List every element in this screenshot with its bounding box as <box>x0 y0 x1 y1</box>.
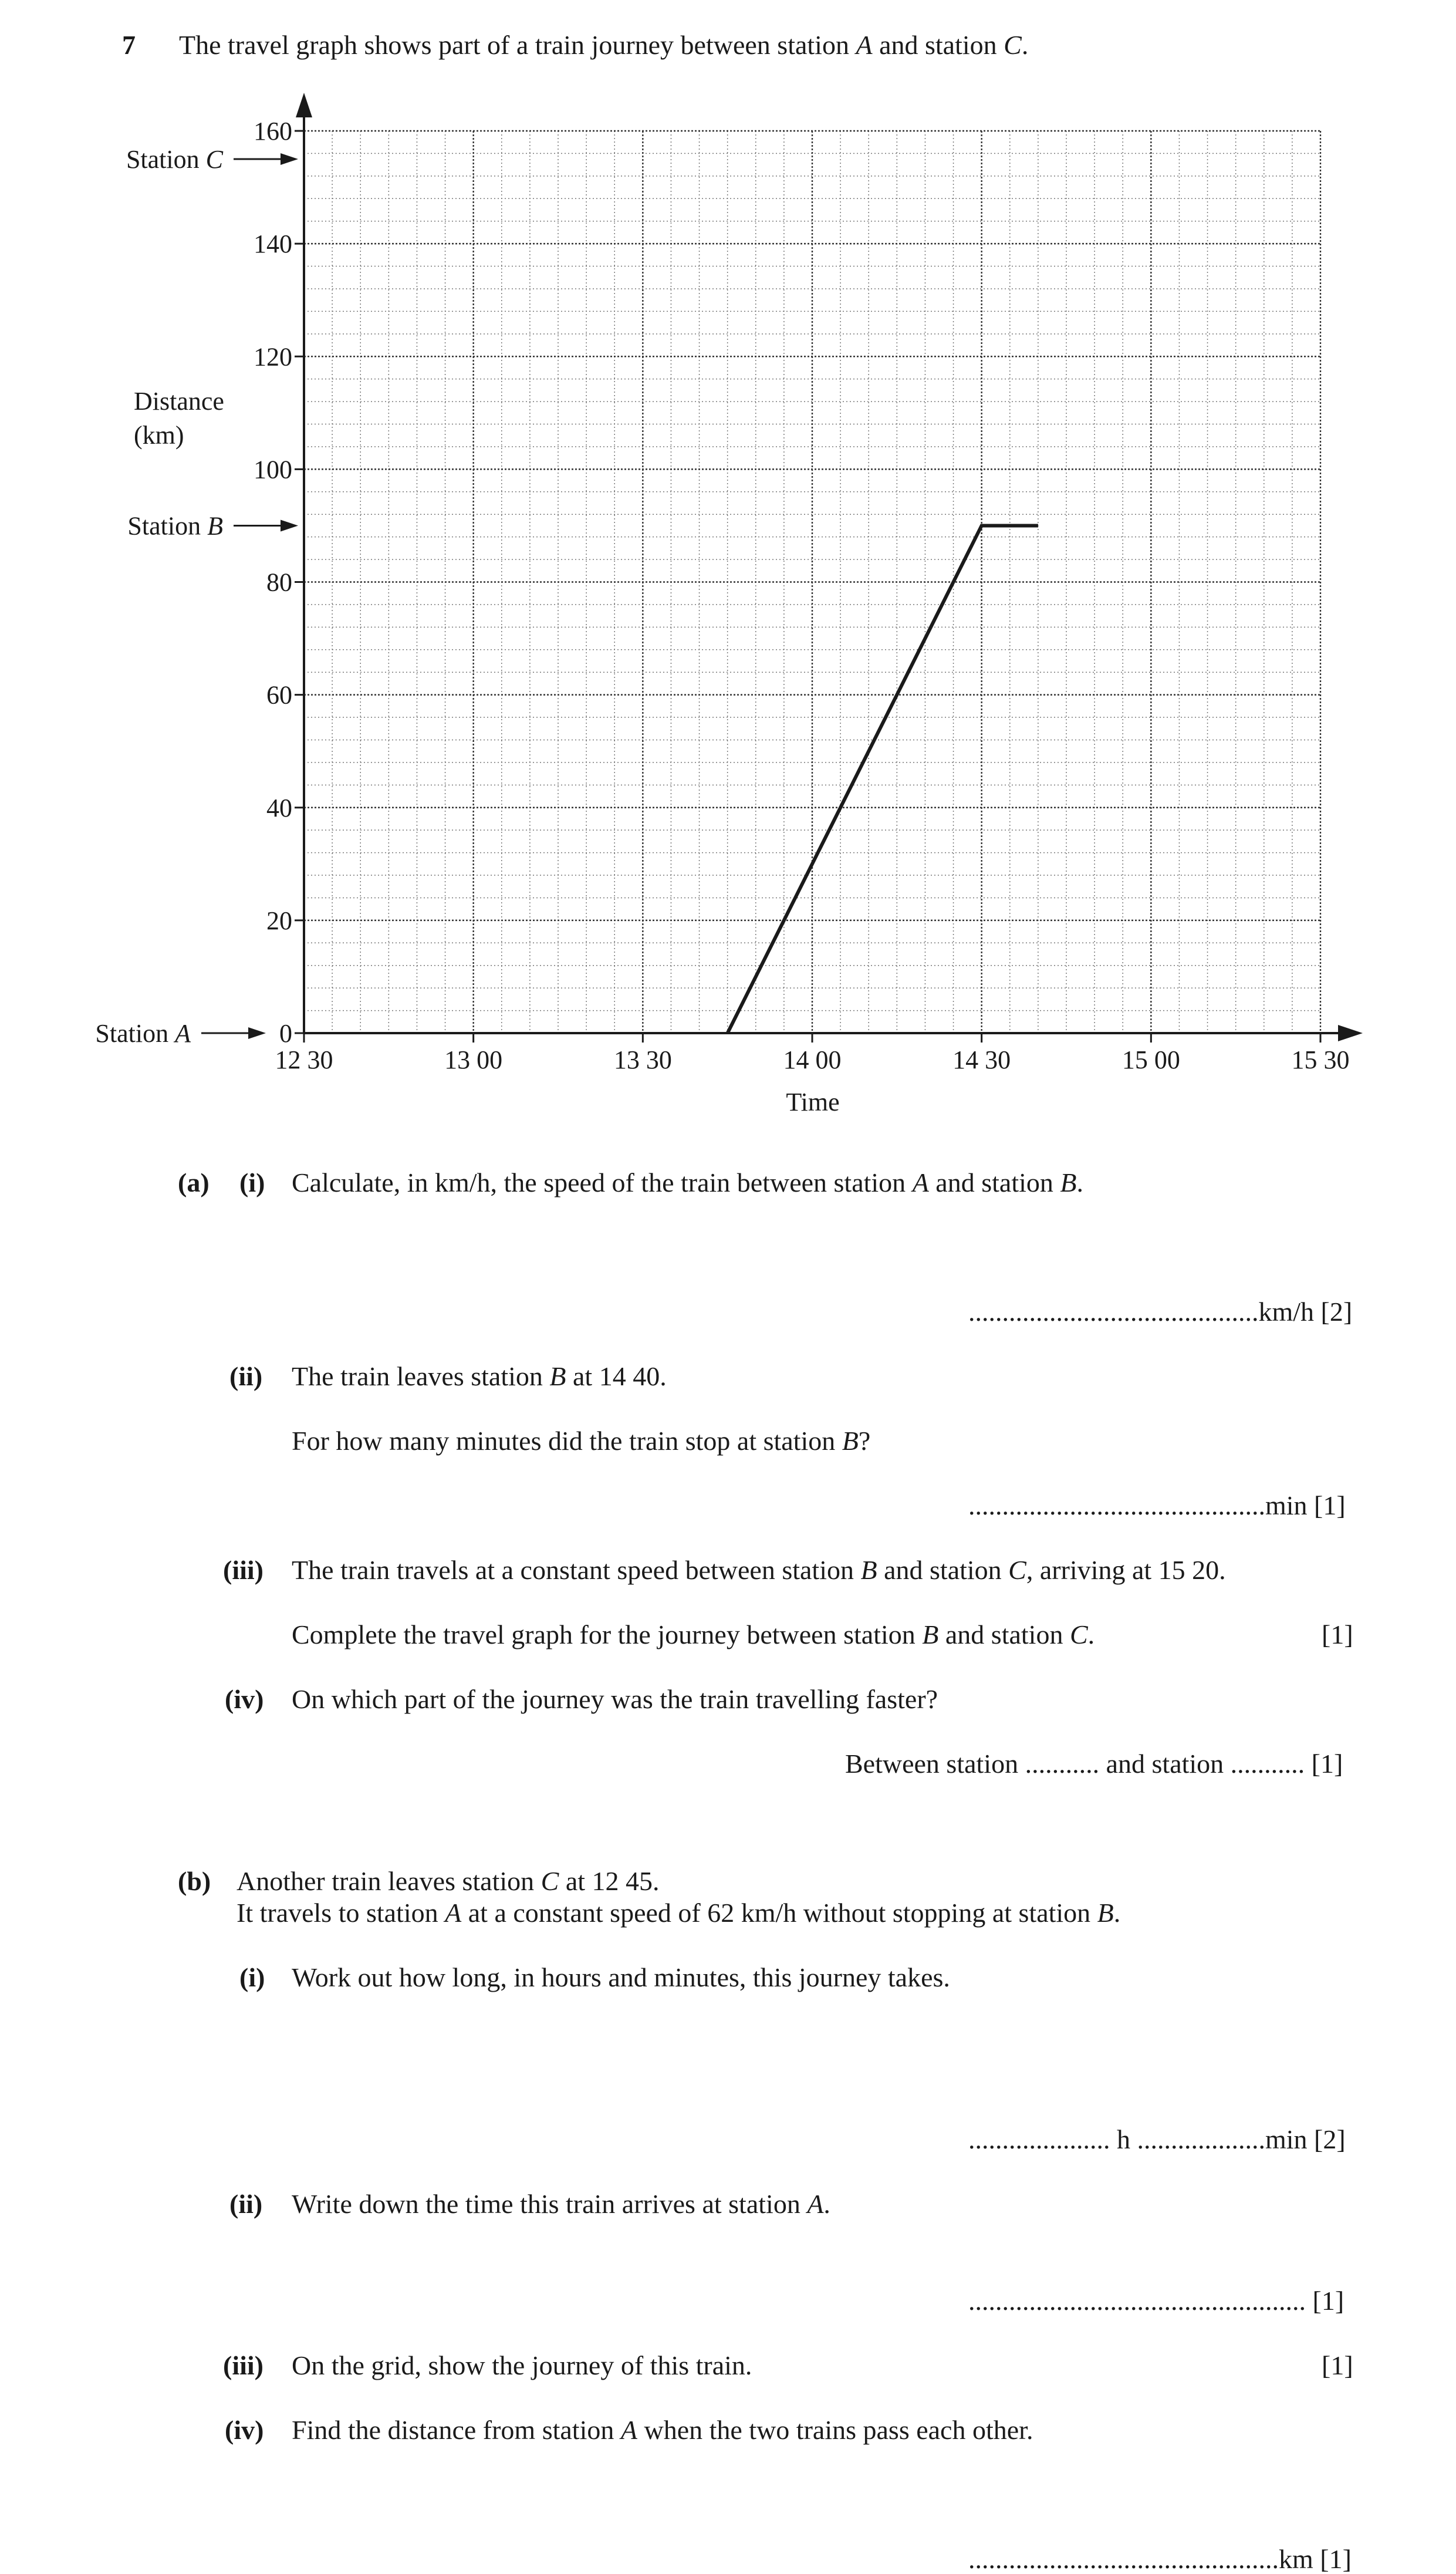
y-tick-label: 140 <box>254 230 292 259</box>
y-tick-label: 0 <box>279 1019 292 1048</box>
y-tick-label: 20 <box>266 906 292 935</box>
y-axis-arrowhead <box>296 93 312 117</box>
axes <box>296 93 1363 1041</box>
part-b-iii-label: (iii) <box>223 2350 264 2380</box>
part-a-iii-question: Complete the travel graph for the journey between station B and station C. <box>292 1620 1095 1649</box>
y-tick-label: 80 <box>266 568 292 597</box>
y-tick-label: 100 <box>254 455 292 484</box>
x-axis-label: Time <box>786 1088 840 1116</box>
part-b-line1: Another train leaves station C at 12 45. <box>237 1866 660 1896</box>
part-b-iv-answer-line[interactable]: ..............................................km [1] <box>968 2544 1352 2574</box>
x-tick-label: 13 00 <box>444 1045 503 1074</box>
x-axis-arrowhead <box>1338 1025 1363 1041</box>
y-tick-label: 40 <box>266 793 292 822</box>
part-b-ii-label: (ii) <box>229 2189 263 2219</box>
part-a-iv-answer-line[interactable]: Between station ........... and station ........... [1] <box>845 1749 1343 1779</box>
travel-graph <box>0 0 1456 1145</box>
question-number: 7 <box>122 30 136 60</box>
y-tick-label: 60 <box>266 680 292 710</box>
x-tick-label: 14 30 <box>952 1045 1011 1074</box>
journey-line <box>728 525 1038 1033</box>
part-b-ii-answer-line[interactable]: .................................................. [1] <box>968 2286 1344 2316</box>
part-b-ii-question: Write down the time this train arrives at station A. <box>292 2189 830 2219</box>
part-a-iv-label: (iv) <box>225 1684 264 1714</box>
station-label: Station C <box>126 145 223 174</box>
series-lines <box>728 525 1038 1033</box>
y-tick-label: 160 <box>254 117 292 146</box>
station-arrowhead <box>281 153 298 165</box>
part-a-i-label: (i) <box>239 1168 265 1197</box>
x-tick-label: 12 30 <box>275 1045 333 1074</box>
part-a-ii-statement: The train leaves station B at 14 40. <box>292 1361 667 1391</box>
y-ticks <box>254 117 304 1048</box>
y-axis-label-line2: (km) <box>134 421 184 450</box>
part-b-iii-marks: [1] <box>1322 2350 1353 2380</box>
part-a-label: (a) <box>178 1168 210 1197</box>
part-a-iii-marks: [1] <box>1322 1620 1353 1649</box>
x-tick-label: 15 00 <box>1121 1045 1180 1074</box>
part-a-ii-question: For how many minutes did the train stop at station B? <box>292 1426 871 1456</box>
part-a-iii-label: (iii) <box>223 1555 264 1585</box>
x-tick-label: 15 30 <box>1291 1045 1350 1074</box>
y-axis-label-line1: Distance <box>134 387 224 416</box>
part-a-i-answer-line[interactable]: ...........................................km/h [2] <box>968 1297 1353 1327</box>
part-a-i-question: Calculate, in km/h, the speed of the train between station A and station B. <box>292 1168 1083 1197</box>
part-b-iv-question: Find the distance from station A when the two trains pass each other. <box>292 2415 1033 2445</box>
question-intro: The travel graph shows part of a train journey between station A and station C. <box>179 30 1029 60</box>
station-arrowhead <box>248 1027 266 1039</box>
part-b-line2: It travels to station A at a constant speed of 62 km/h without stopping at station B. <box>237 1898 1121 1928</box>
part-a-iv-question: On which part of the journey was the train travelling faster? <box>292 1684 938 1714</box>
part-b-iii-question: On the grid, show the journey of this train. <box>292 2350 752 2380</box>
part-a-ii-answer-line[interactable]: ............................................min [1] <box>968 1490 1346 1520</box>
part-b-label: (b) <box>178 1866 211 1896</box>
part-b-iv-label: (iv) <box>225 2415 264 2445</box>
part-b-i-answer-line[interactable]: ..................... h ...................min [2] <box>968 2124 1346 2154</box>
station-label: Station A <box>95 1019 191 1048</box>
station-arrowhead <box>281 519 298 531</box>
x-ticks <box>275 1033 1350 1074</box>
part-b-i-label: (i) <box>239 1962 265 1992</box>
x-tick-label: 13 30 <box>613 1045 672 1074</box>
part-b-i-question: Work out how long, in hours and minutes, this journey takes. <box>292 1962 950 1992</box>
y-tick-label: 120 <box>254 342 292 372</box>
x-tick-label: 14 00 <box>783 1045 842 1074</box>
part-a-iii-statement: The train travels at a constant speed between station B and station C, arriving at 15 20. <box>292 1555 1226 1585</box>
part-a-ii-label: (ii) <box>229 1361 263 1391</box>
station-label: Station B <box>127 511 223 541</box>
